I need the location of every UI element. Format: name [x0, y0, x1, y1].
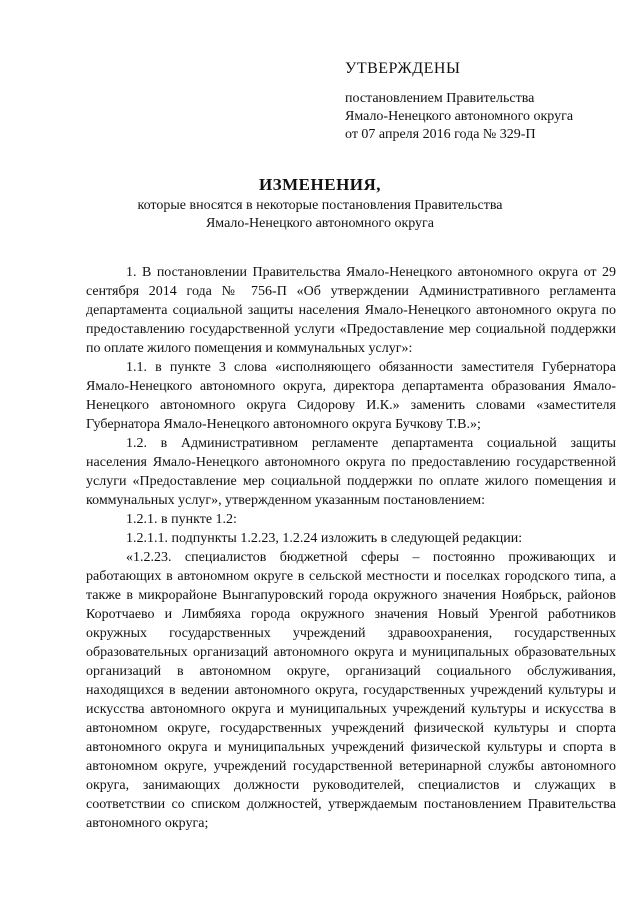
paragraph-1-2: 1.2. в Административном регламенте департамента социальной защиты населения Ямало-Ненецкого автономного округа по предоставлению государственной услуги «Предоставление мер социальной поддержки по оплате жилого помещения и коммунальных услуг», утвержденном указанным постановлением:: [86, 436, 616, 508]
approval-heading: УТВЕРЖДЕНЫ: [345, 60, 461, 77]
document-title: ИЗМЕНЕНИЯ,: [258, 175, 382, 194]
approval-line-2: Ямало-Ненецкого автономного округа: [345, 109, 574, 124]
paragraph-1: 1. В постановлении Правительства Ямало-Ненецкого автономного округа от 29 сентября 2014 года № 756-П «Об утверждении Административного регламента департамента социальной защиты населения Ямало-Ненецкого автономного округа по предоставлению государственной услуги «Предоставление мер социальной поддержки по оплате жилого помещения и коммунальных услуг»:: [86, 265, 616, 356]
paragraph-1-2-1: 1.2.1. в пункте 1.2:: [126, 512, 237, 527]
document-body: [86, 263, 616, 833]
paragraph-1-1: 1.1. в пункте 3 слова «исполняющего обязанности заместителя Губернатора Ямало-Ненецкого автономного округа, директора департамента образования Ямало-Ненецкого автономного округа Сидорову И.К.» заменить словами «заместителя Губернатора Ямало-Ненецкого автономного округа Бучкову Т.В.»;: [86, 360, 616, 432]
approval-line-1: постановлением Правительства: [345, 91, 535, 106]
document-subtitle-1: которые вносятся в некоторые постановления Правительства: [137, 198, 503, 213]
document-subtitle-2: Ямало-Ненецкого автономного округа: [205, 216, 435, 231]
approval-line-3: от 07 апреля 2016 года № 329-П: [345, 127, 536, 142]
paragraph-1-2-1-1: 1.2.1.1. подпункты 1.2.23, 1.2.24 изложить в следующей редакции:: [126, 531, 523, 546]
paragraph-1-2-23: «1.2.23. специалистов бюджетной сферы – постоянно проживающих и работающих в автономном округе в сельской местности и поселках городского типа, а также в микрорайоне Вынгапуровский города окружного значения Ноябрьск, районов Коротчаево и Лимбяяха города окружного значения Новый Уренгой работников окружных государственных учреждений здравоохранения, государственных образовательных организаций автономного округа и муниципальных образовательных организаций в автономном округе, организаций социального обслуживания, находящихся в ведении автономного округа, государственных учреждений культуры и искусства автономного округа и муниципальных учреждений культуры и искусства в автономном округе, государственных учреждений физической культуры и спорта автономного округа и муниципальных учреждений физической культуры и спорта в автономном округе, учреждений государственной ветеринарной службы автономного округа, занимающих должности руководителей, специалистов и служащих в соответствии со списком должностей, утверждаемым постановлением Правительства автономного округа;: [86, 550, 616, 831]
